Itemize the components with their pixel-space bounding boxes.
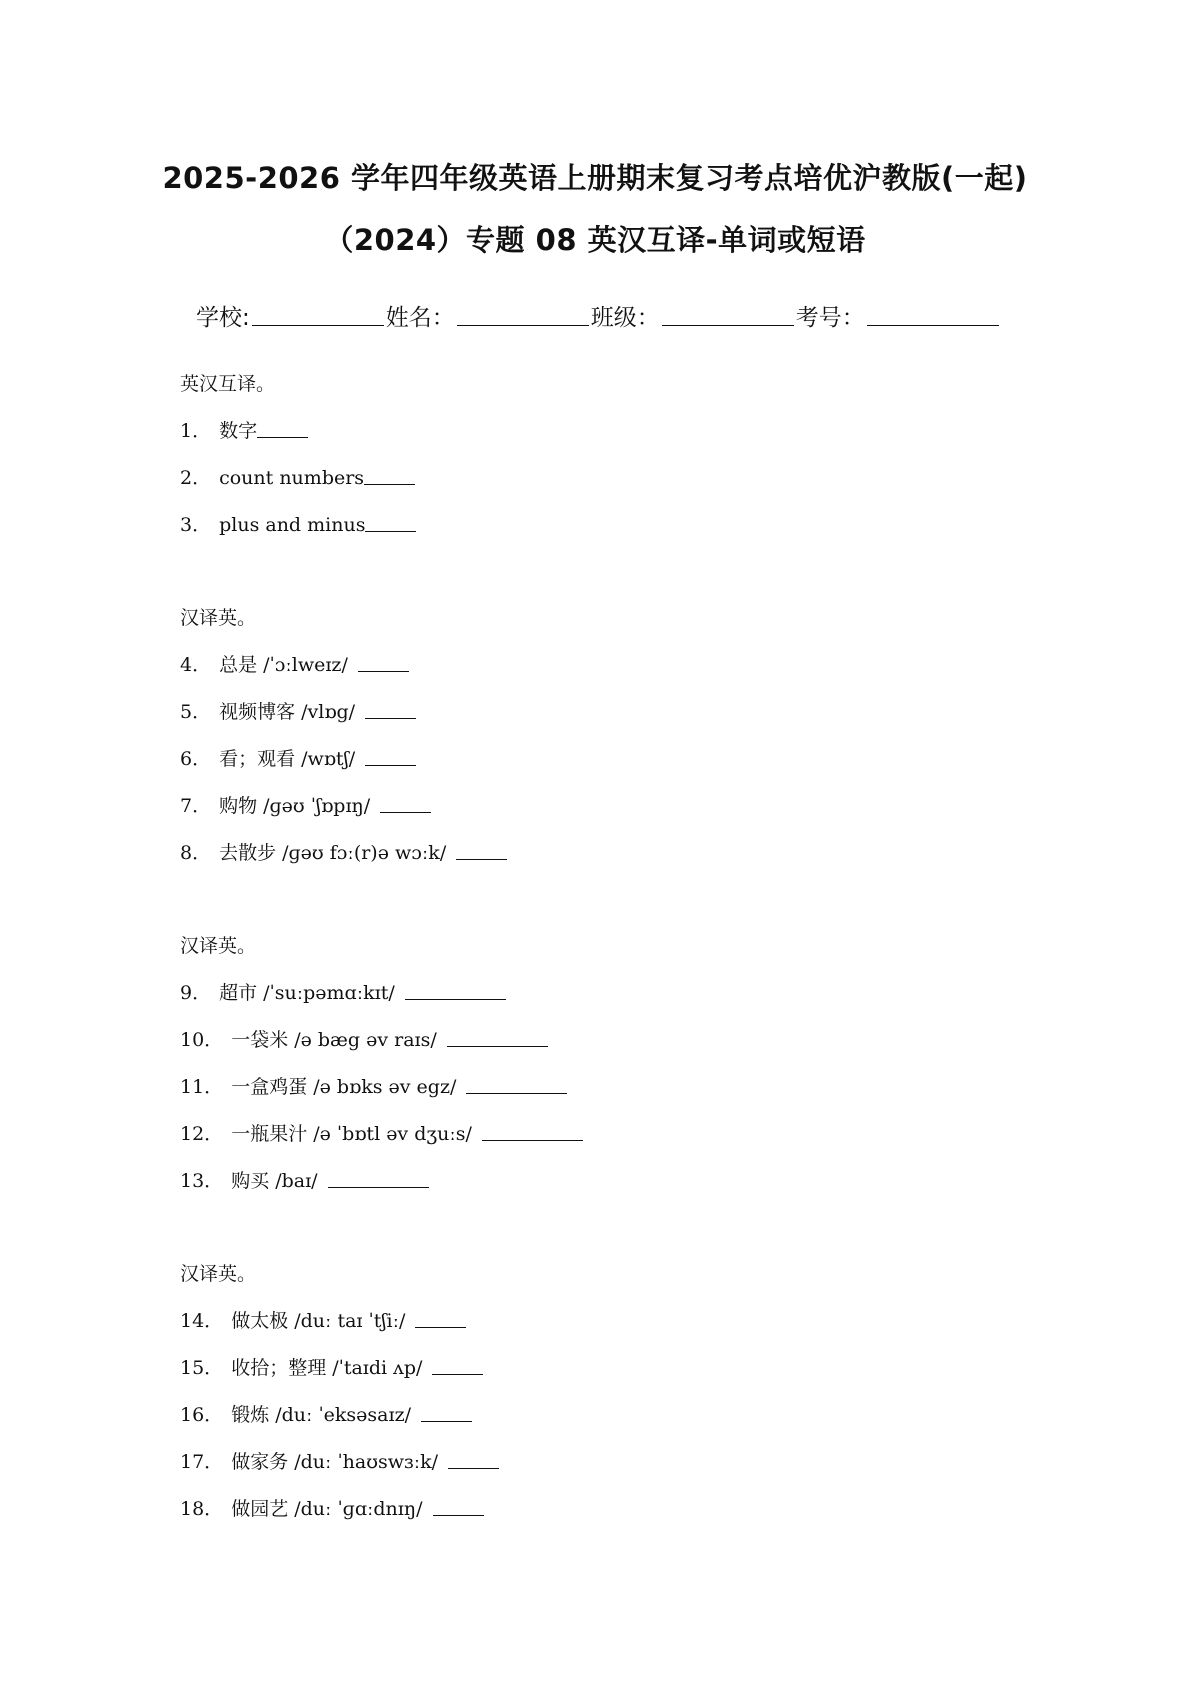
question-item: [180, 466, 415, 490]
question-item: [180, 794, 431, 818]
question-text: count numbers: [219, 467, 365, 489]
question-number: 8．: [180, 842, 212, 864]
class-label: 班级：: [590, 305, 660, 331]
answer-blank[interactable]: [421, 1420, 472, 1422]
question-text: 收拾；整理: [231, 1357, 327, 1379]
phonetic-text: /duː taɪ ˈtʃiː/: [294, 1310, 406, 1332]
answer-blank[interactable]: [432, 1373, 483, 1375]
exam-no-field[interactable]: [867, 324, 999, 326]
phonetic-text: /ˈtaɪdi ʌp/: [332, 1357, 423, 1379]
phonetic-text: /ə ˈbɒtl əv dʒuːs/: [313, 1123, 472, 1145]
answer-blank[interactable]: [448, 1467, 499, 1469]
question-number: 2．: [180, 467, 212, 489]
question-text: 购物: [219, 795, 258, 817]
answer-blank[interactable]: [456, 858, 507, 860]
question-text: 一袋米: [231, 1029, 289, 1051]
question-item: [180, 1450, 499, 1474]
phonetic-text: /ə bæg əv raɪs/: [294, 1029, 437, 1051]
section-heading: 汉译英。: [180, 1263, 257, 1285]
question-number: 1．: [180, 420, 212, 442]
question-number: 3．: [180, 514, 212, 536]
school-field[interactable]: [252, 324, 384, 326]
title-line-1: 2025-2026 学年四年级英语上册期末复习考点培优沪教版(一起): [162, 161, 1028, 195]
phonetic-text: /duː ˈhaʊswɜːk/: [294, 1451, 439, 1473]
answer-blank[interactable]: [447, 1045, 548, 1047]
question-number: 14．: [180, 1310, 224, 1332]
phonetic-text: /duː ˈeksəsaɪz/: [275, 1404, 411, 1426]
phonetic-text: /ɡəʊ ˈʃɒpɪŋ/: [263, 795, 371, 817]
question-number: 11．: [180, 1076, 224, 1098]
question-item: [180, 513, 416, 537]
question-item: [180, 653, 409, 677]
student-info-row: [196, 298, 1001, 332]
question-number: 5．: [180, 701, 212, 723]
section-heading: 汉译英。: [180, 935, 257, 957]
question-item: [180, 1356, 483, 1380]
answer-blank[interactable]: [257, 436, 308, 438]
answer-blank[interactable]: [482, 1139, 583, 1141]
question-text: 锻炼: [231, 1404, 270, 1426]
question-number: 18．: [180, 1498, 224, 1520]
question-item: [180, 1028, 548, 1052]
phonetic-text: /ɡəʊ fɔː(r)ə wɔːk/: [282, 842, 447, 864]
phonetic-text: /vlɒg/: [301, 701, 356, 723]
question-item: [180, 419, 308, 443]
question-text: 做园艺: [231, 1498, 289, 1520]
question-number: 15．: [180, 1357, 224, 1379]
question-number: 6．: [180, 748, 212, 770]
question-item: [180, 1403, 472, 1427]
question-text: 做家务: [231, 1451, 289, 1473]
phonetic-text: /baɪ/: [275, 1170, 318, 1192]
question-text: 超市: [219, 982, 258, 1004]
phonetic-text: /wɒtʃ/: [301, 748, 356, 770]
phonetic-text: /duː ˈɡɑːdnɪŋ/: [294, 1498, 423, 1520]
answer-blank[interactable]: [365, 530, 416, 532]
section-heading: 汉译英。: [180, 607, 257, 629]
question-item: [180, 1169, 429, 1193]
question-text: 数字: [219, 420, 258, 442]
question-item: [180, 1122, 583, 1146]
answer-blank[interactable]: [364, 483, 415, 485]
question-item: [180, 1309, 466, 1333]
school-label: 学校:: [196, 305, 250, 331]
question-text: 一盒鸡蛋: [231, 1076, 308, 1098]
question-text: 一瓶果汁: [231, 1123, 308, 1145]
question-item: [180, 981, 506, 1005]
question-item: [180, 747, 416, 771]
question-text: 看；观看: [219, 748, 296, 770]
answer-blank[interactable]: [433, 1514, 484, 1516]
question-item: [180, 1075, 567, 1099]
question-item: [180, 841, 507, 865]
question-number: 13．: [180, 1170, 224, 1192]
question-text: 去散步: [219, 842, 277, 864]
answer-blank[interactable]: [415, 1326, 466, 1328]
question-number: 17．: [180, 1451, 224, 1473]
class-field[interactable]: [662, 324, 794, 326]
answer-blank[interactable]: [380, 811, 431, 813]
question-number: 12．: [180, 1123, 224, 1145]
name-label: 姓名：: [385, 305, 455, 331]
answer-blank[interactable]: [365, 717, 416, 719]
question-number: 4．: [180, 654, 212, 676]
question-number: 10．: [180, 1029, 224, 1051]
exam-no-label: 考号：: [795, 305, 865, 331]
question-item: [180, 700, 416, 724]
answer-blank[interactable]: [328, 1186, 429, 1188]
phonetic-text: /ˈɔːlweɪz/: [263, 654, 348, 676]
answer-blank[interactable]: [358, 670, 409, 672]
answer-blank[interactable]: [405, 998, 506, 1000]
question-text: 做太极: [231, 1310, 289, 1332]
question-text: 总是: [219, 654, 258, 676]
section-heading: 英汉互译。: [180, 373, 276, 395]
answer-blank[interactable]: [365, 764, 416, 766]
question-number: 9．: [180, 982, 212, 1004]
question-text: 购买: [231, 1170, 270, 1192]
question-number: 16．: [180, 1404, 224, 1426]
question-text: plus and minus: [219, 514, 366, 536]
phonetic-text: /ə bɒks əv egz/: [313, 1076, 457, 1098]
answer-blank[interactable]: [466, 1092, 567, 1094]
question-text: 视频博客: [219, 701, 296, 723]
name-field[interactable]: [457, 324, 589, 326]
question-item: [180, 1497, 484, 1521]
title-line-2: （2024）专题 08 英汉互译-单词或短语: [324, 223, 866, 257]
phonetic-text: /ˈsuːpəmɑːkɪt/: [263, 982, 395, 1004]
question-number: 7．: [180, 795, 212, 817]
